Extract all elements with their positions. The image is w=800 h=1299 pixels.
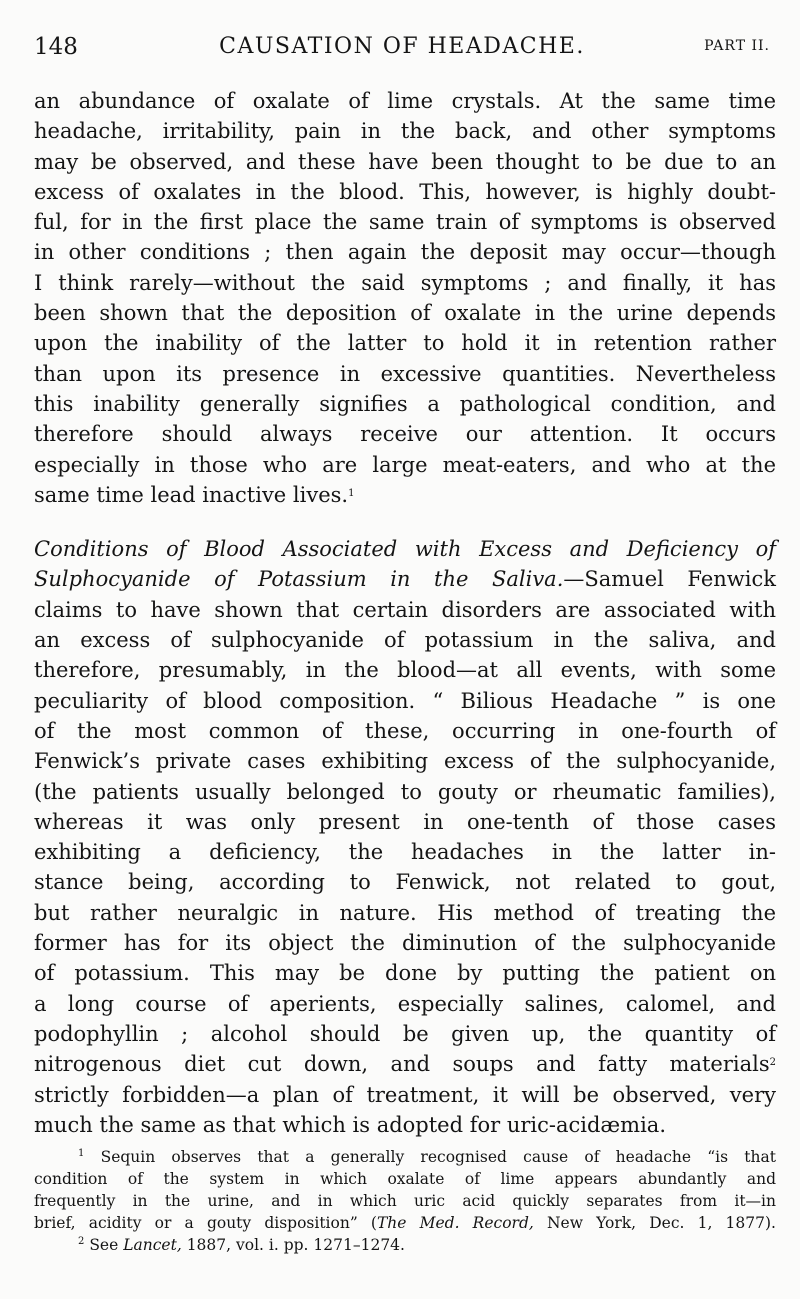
text-line: an abundance of oxalate of lime crystals. At the same time: [34, 89, 776, 113]
section-heading-line: Conditions of Blood Associated with Excess and Deficiency of: [34, 537, 776, 562]
page-header: [34, 34, 770, 64]
text-line: therefore, presumably, in the blood—at all events, with some: [34, 658, 776, 683]
text-line: (the patients usually belonged to gouty or rheumatic families),: [34, 779, 776, 804]
text-line: upon the inability of the latter to hold it in retention rather: [34, 331, 776, 356]
paragraph-last-line: same time lead inactive lives.$^1$: [34, 482, 355, 507]
text-line: exhibiting a deficiency, the headaches in the latter in-: [34, 840, 776, 865]
running-title: CAUSATION OF HEADACHE.: [219, 34, 585, 59]
text-line: whereas it was only present in one-tenth of those cases: [34, 809, 776, 834]
text-line: excess of oxalates in the blood. This, however, is highly doubt-: [34, 179, 776, 204]
text-line: former has for its object the diminution of the sulphocyanide: [34, 931, 776, 956]
footnote-2: $^2$ See Lancet, 1887, vol. i. pp. 1271–1274.: [78, 1236, 405, 1254]
section-heading-line: Sulphocyanide of Potassium in the Saliva.—Samuel Fenwick: [34, 567, 776, 592]
paragraph-oxalates: [34, 86, 776, 480]
text-line: but rather neuralgic in nature. His method of treating the: [34, 900, 776, 925]
footnote-ref-1: 1: [348, 487, 355, 499]
footnotes: [34, 1146, 776, 1256]
text-line: an excess of sulphocyanide of potassium in the saliva, and: [34, 628, 776, 653]
part-label: PART II.: [704, 38, 770, 54]
journal-name: Lancet,: [123, 1236, 182, 1254]
text-line: peculiarity of blood composition. “ Bilious Headache ” is one: [34, 688, 776, 713]
text-line: this inability generally signifies a pathological condition, and: [34, 391, 776, 416]
text-line: than upon its presence in excessive quantities. Nevertheless: [34, 361, 776, 386]
text-line: podophyllin ; alcohol should be given up, the quantity of: [34, 1021, 776, 1046]
text-line: much the same as that which is adopted for uric-acidæmia.: [34, 1112, 666, 1137]
text-line: especially in those who are large meat-eaters, and who at the: [34, 452, 776, 477]
paragraph-sulphocyanide: [34, 595, 776, 1080]
text-line: of potassium. This may be done by putting the patient on: [34, 961, 776, 986]
text-line: strictly forbidden—a plan of treatment, it will be observed, very: [34, 1082, 776, 1107]
text-line: claims to have shown that certain disorders are associated with: [34, 597, 776, 622]
page-body: [34, 86, 776, 1140]
text-line: ful, for in the first place the same train of symptoms is observed: [34, 210, 776, 235]
footnote-1-line: $^1$ Sequin observes that a generally recognised cause of headache “is that: [78, 1148, 776, 1166]
text-line: I think rarely—without the said symptoms ; and finally, it has: [34, 270, 776, 295]
text-line: in other conditions ; then again the deposit may occur—though: [34, 240, 776, 265]
text-line: headache, irritability, pain in the back, and other symptoms: [34, 119, 776, 144]
text-line: of the most common of these, occurring in one-fourth of: [34, 718, 776, 743]
footnote-1-line: brief, acidity or a gouty disposition” (The Med. Record, New York, Dec. 1, 1877).: [34, 1214, 776, 1232]
footnote-1-line: condition of the system in which oxalate of lime appears abundantly and: [34, 1170, 776, 1188]
page-number: 148: [34, 34, 78, 60]
text-line: therefore should always receive our attention. It occurs: [34, 422, 776, 447]
footnote-ref-2: 2: [769, 1057, 776, 1069]
footnote-1-line: frequently in the urine, and in which uric acid quickly separates from it—in: [34, 1192, 776, 1210]
text-line: nitrogenous diet cut down, and soups and fatty materials$^2$: [34, 1052, 776, 1077]
text-line: stance being, according to Fenwick, not related to gout,: [34, 870, 776, 895]
text-line: may be observed, and these have been thought to be due to an: [34, 149, 776, 174]
text-line: Fenwick’s private cases exhibiting excess of the sulphocyanide,: [34, 749, 776, 774]
text-line: been shown that the deposition of oxalate in the urine depends: [34, 301, 776, 326]
text-line: a long course of aperients, especially salines, calomel, and: [34, 991, 776, 1016]
